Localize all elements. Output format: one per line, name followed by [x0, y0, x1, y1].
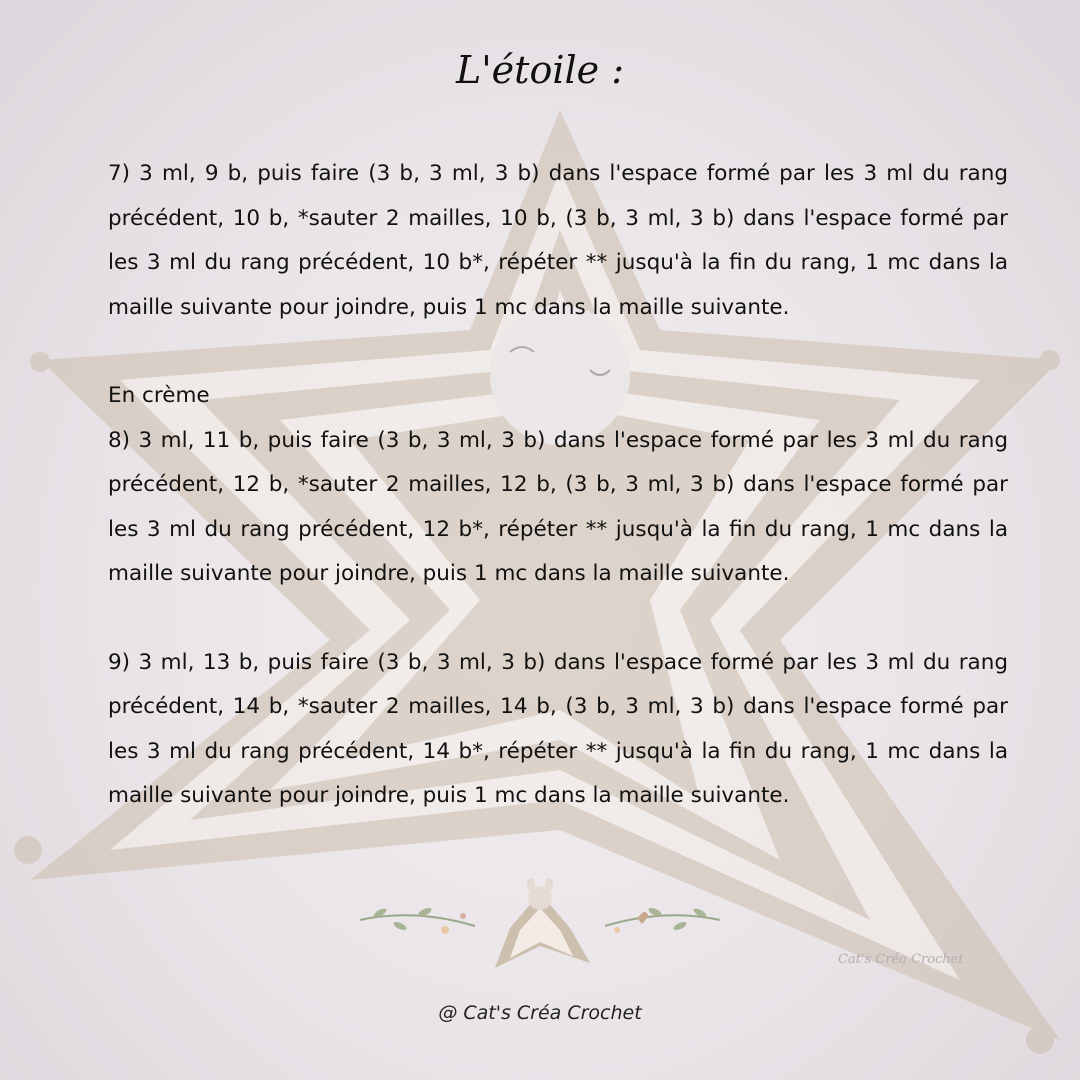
doudou-star-decoration [355, 868, 725, 978]
paragraph-spacer [108, 597, 1008, 641]
right-leaf-branch-icon [605, 906, 720, 933]
page-title: L'étoile : [456, 48, 624, 92]
round-7-instruction: 7) 3 ml, 9 b, puis faire (3 b, 3 ml, 3 b) dans l'espace formé par les 3 ml du rang précédent, 10 b, *sauter 2 mailles, 10 b, (3 b, 3 ml, 3 b) dans l'espace formé par les 3 ml du rang précédent, 10 b*, répéter ** jusqu'à la fin du rang, 1 mc dans la maille suivante pour joindre, puis 1 mc dans la maille suivante. [108, 161, 1008, 320]
credit-signature: @ Cat's Créa Crochet [438, 1002, 642, 1024]
paragraph-spacer [108, 330, 1008, 374]
round-8-instruction: 8) 3 ml, 11 b, puis faire (3 b, 3 ml, 3 b) dans l'espace formé par les 3 ml du rang précédent, 12 b, *sauter 2 mailles, 12 b, (3 b, 3 ml, 3 b) dans l'espace formé par les 3 ml du rang précédent, 12 b*, répéter ** jusqu'à la fin du rang, 1 mc dans la maille suivante pour joindre, puis 1 mc dans la maille suivante. [108, 427, 1008, 586]
pattern-instructions [108, 152, 1008, 819]
watermark: Cat's Créa Crochet [838, 952, 964, 967]
color-change-heading: En crème [108, 383, 210, 408]
star-doudou-icon [495, 878, 590, 968]
left-leaf-branch-icon [360, 906, 475, 934]
round-9-instruction: 9) 3 ml, 13 b, puis faire (3 b, 3 ml, 3 b) dans l'espace formé par les 3 ml du rang précédent, 14 b, *sauter 2 mailles, 14 b, (3 b, 3 ml, 3 b) dans l'espace formé par les 3 ml du rang précédent, 14 b*, répéter ** jusqu'à la fin du rang, 1 mc dans la maille suivante pour joindre, puis 1 mc dans la maille suivante. [108, 649, 1008, 808]
